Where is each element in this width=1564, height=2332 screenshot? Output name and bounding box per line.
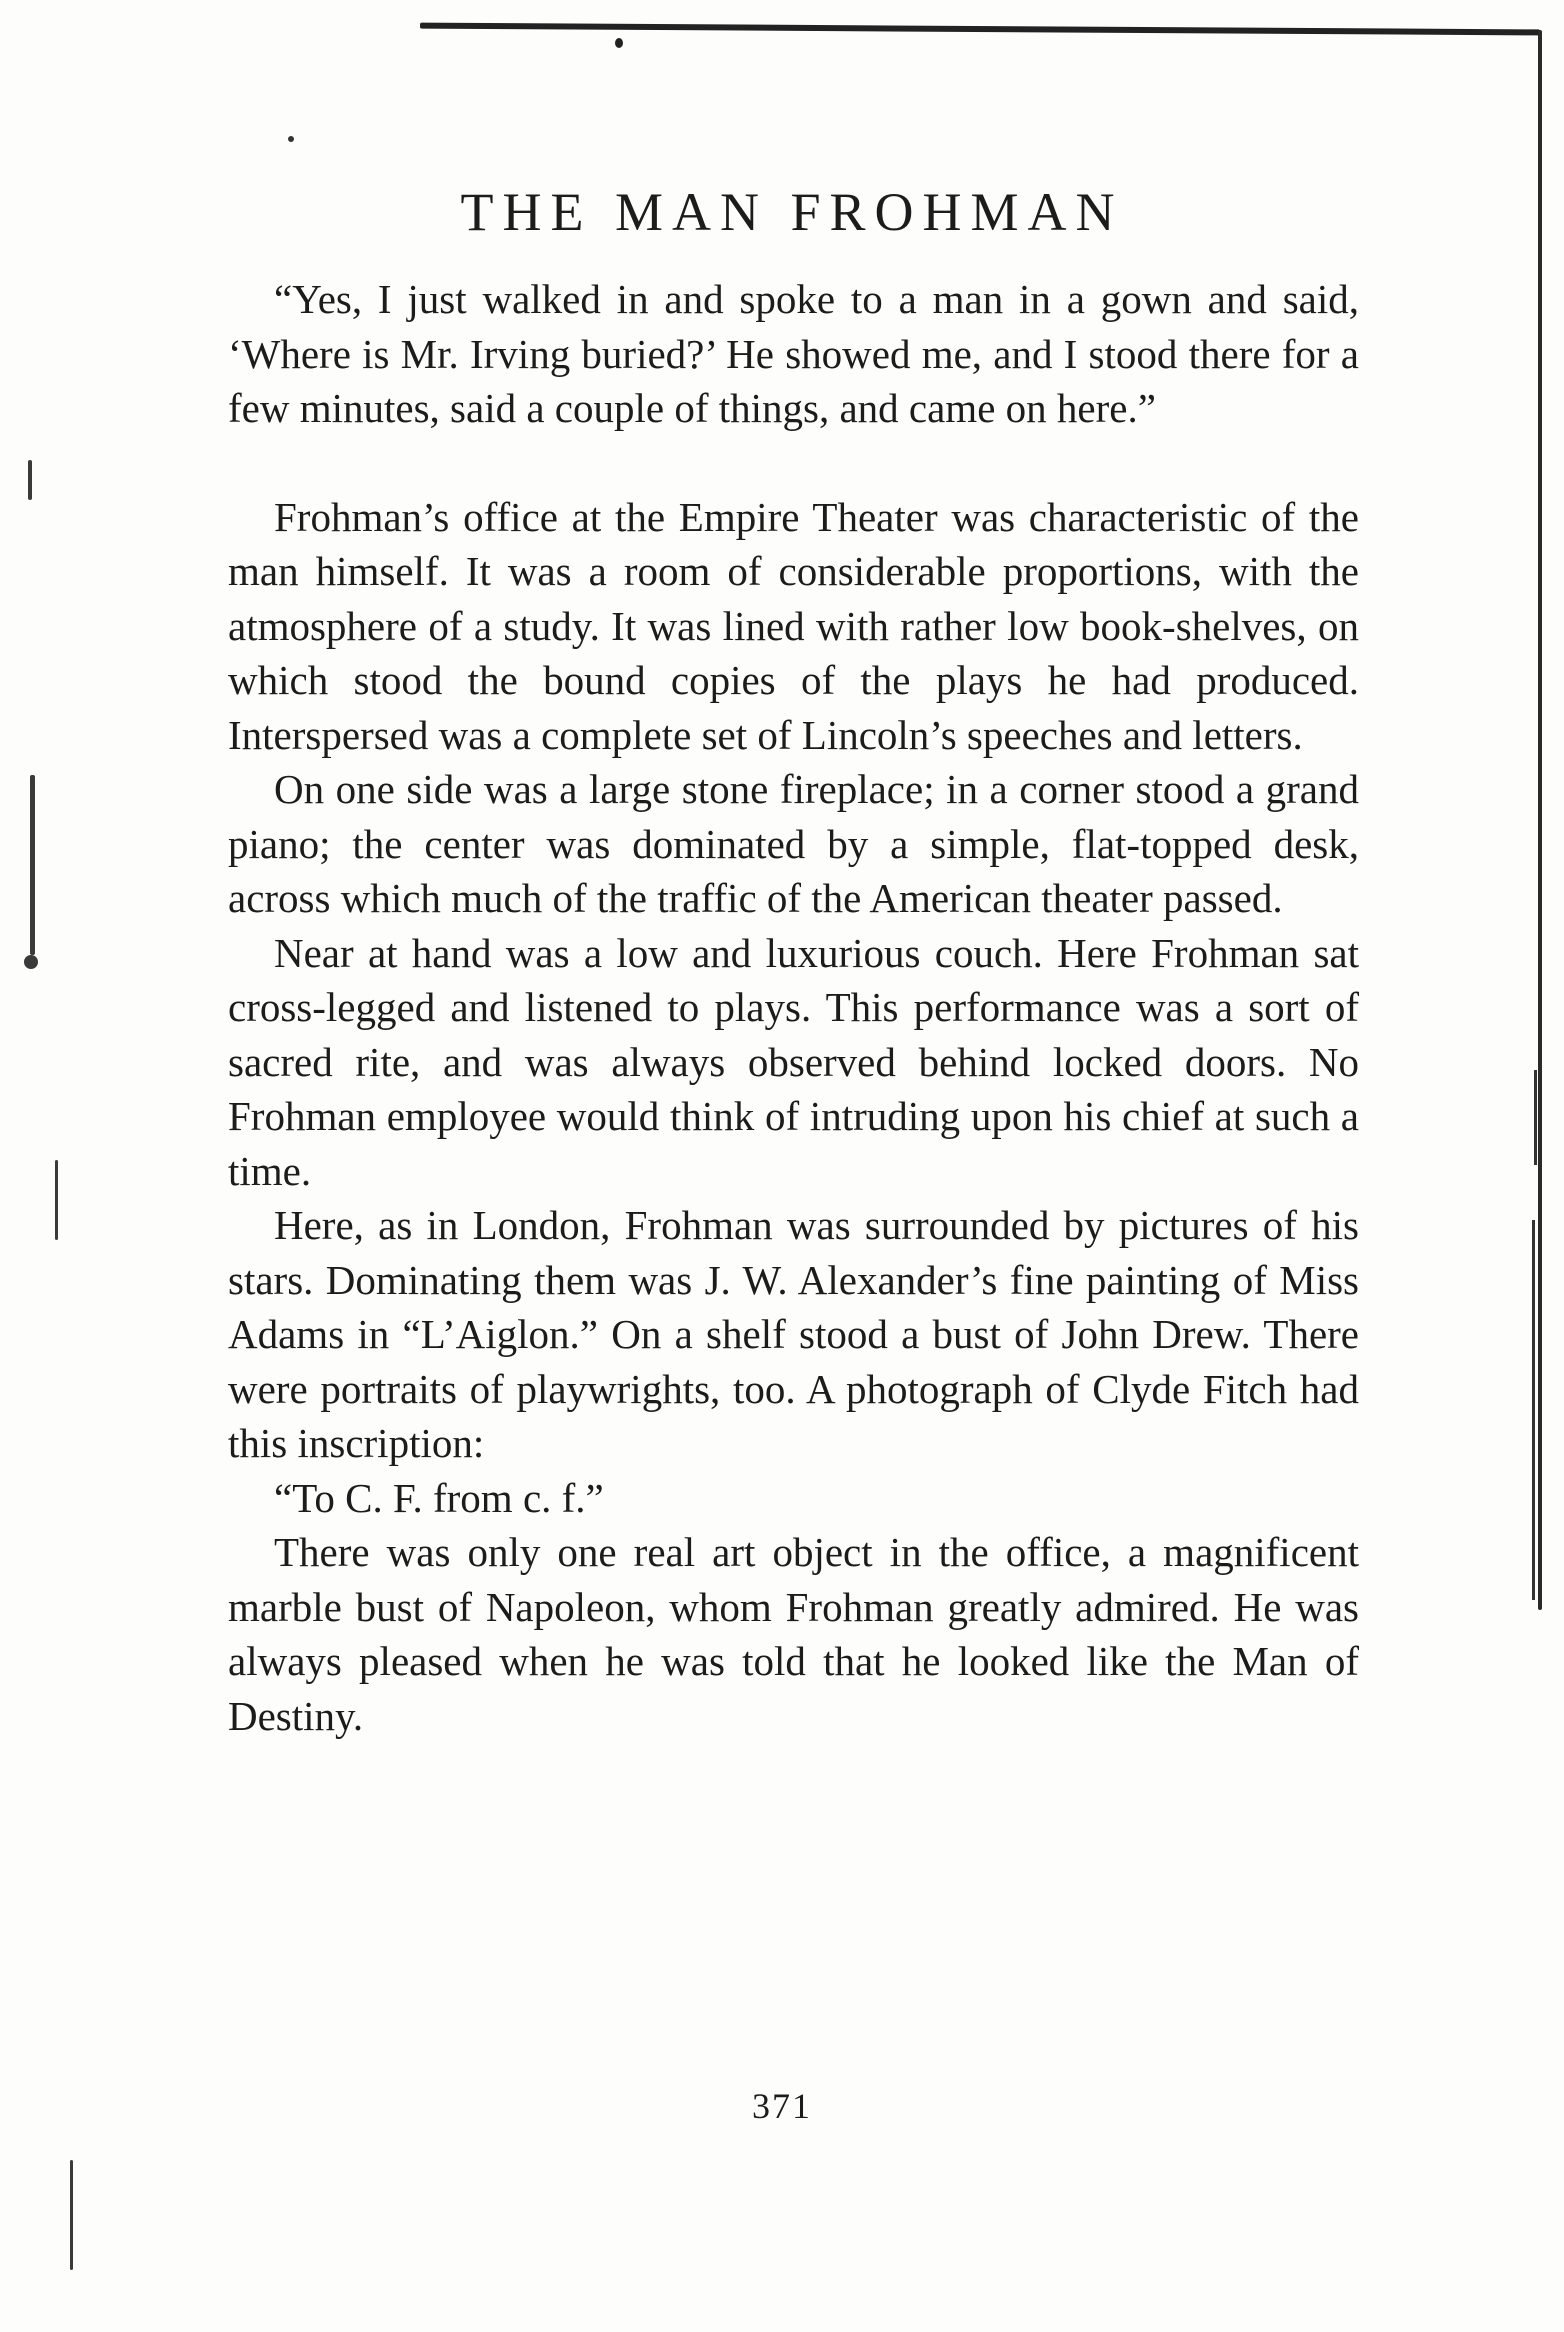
paragraph: Near at hand was a low and luxurious couch. Here Frohman sat cross-legged and listened to plays. This performance was a sort of sacred rite, and was always observed behind locked doors. No Frohman employee would think of intruding upon his chief at such a time. bbox=[228, 929, 1359, 1194]
scan-mark-left bbox=[55, 1160, 58, 1240]
paragraph: There was only one real art object in the office, a magnificent marble bust of Napoleon, whom Frohman greatly admired. He was always pleased when he was told that he looked like the Man of Destiny. bbox=[228, 1529, 1359, 1739]
scan-mark-left bbox=[24, 955, 38, 969]
inscription-line: “To C. F. from c. f.” bbox=[274, 1474, 604, 1521]
running-head: THE MAN FROHMAN bbox=[460, 182, 1124, 242]
scan-mark-right bbox=[1534, 1070, 1537, 1165]
scan-speck bbox=[288, 136, 294, 142]
paragraph: On one side was a large stone fireplace; in a corner stood a grand piano; the center was dominated by a simple, flat-topped desk, across which much of the traffic of the American theater passed. bbox=[228, 766, 1359, 921]
scan-edge-top bbox=[420, 23, 1540, 36]
scan-mark-left bbox=[28, 460, 32, 500]
body-text bbox=[228, 272, 1359, 1743]
paragraph: “Yes, I just walked in and spoke to a man in a gown and said, ‘Where is Mr. Irving buried?’ He showed me, and I stood there for a few minutes, said a couple of things, and came on here.” bbox=[228, 276, 1359, 431]
scan-mark-right bbox=[1532, 1220, 1535, 1600]
page-number: 371 bbox=[752, 2086, 812, 2126]
scan-mark-left bbox=[30, 775, 35, 955]
paragraph: Frohman’s office at the Empire Theater was characteristic of the man himself. It was a room of considerable proportions, with the atmosphere of a study. It was lined with rather low book-shelves, on which stood the bound copies of the plays he had produced. Interspersed was a complete set of Lincoln’s speeches and letters. bbox=[228, 493, 1359, 758]
paragraph: Here, as in London, Frohman was surrounded by pictures of his stars. Dominating them was J. W. Alexander’s fine painting of Miss Adams in “L’Aiglon.” On a shelf stood a bust of John Drew. There were portraits of playwrights, too. A photograph of Clyde Fitch had this inscription: bbox=[228, 1202, 1359, 1466]
scan-speck bbox=[615, 38, 623, 48]
scan-edge-right bbox=[1538, 30, 1542, 1610]
scan-mark-left bbox=[70, 2160, 73, 2270]
